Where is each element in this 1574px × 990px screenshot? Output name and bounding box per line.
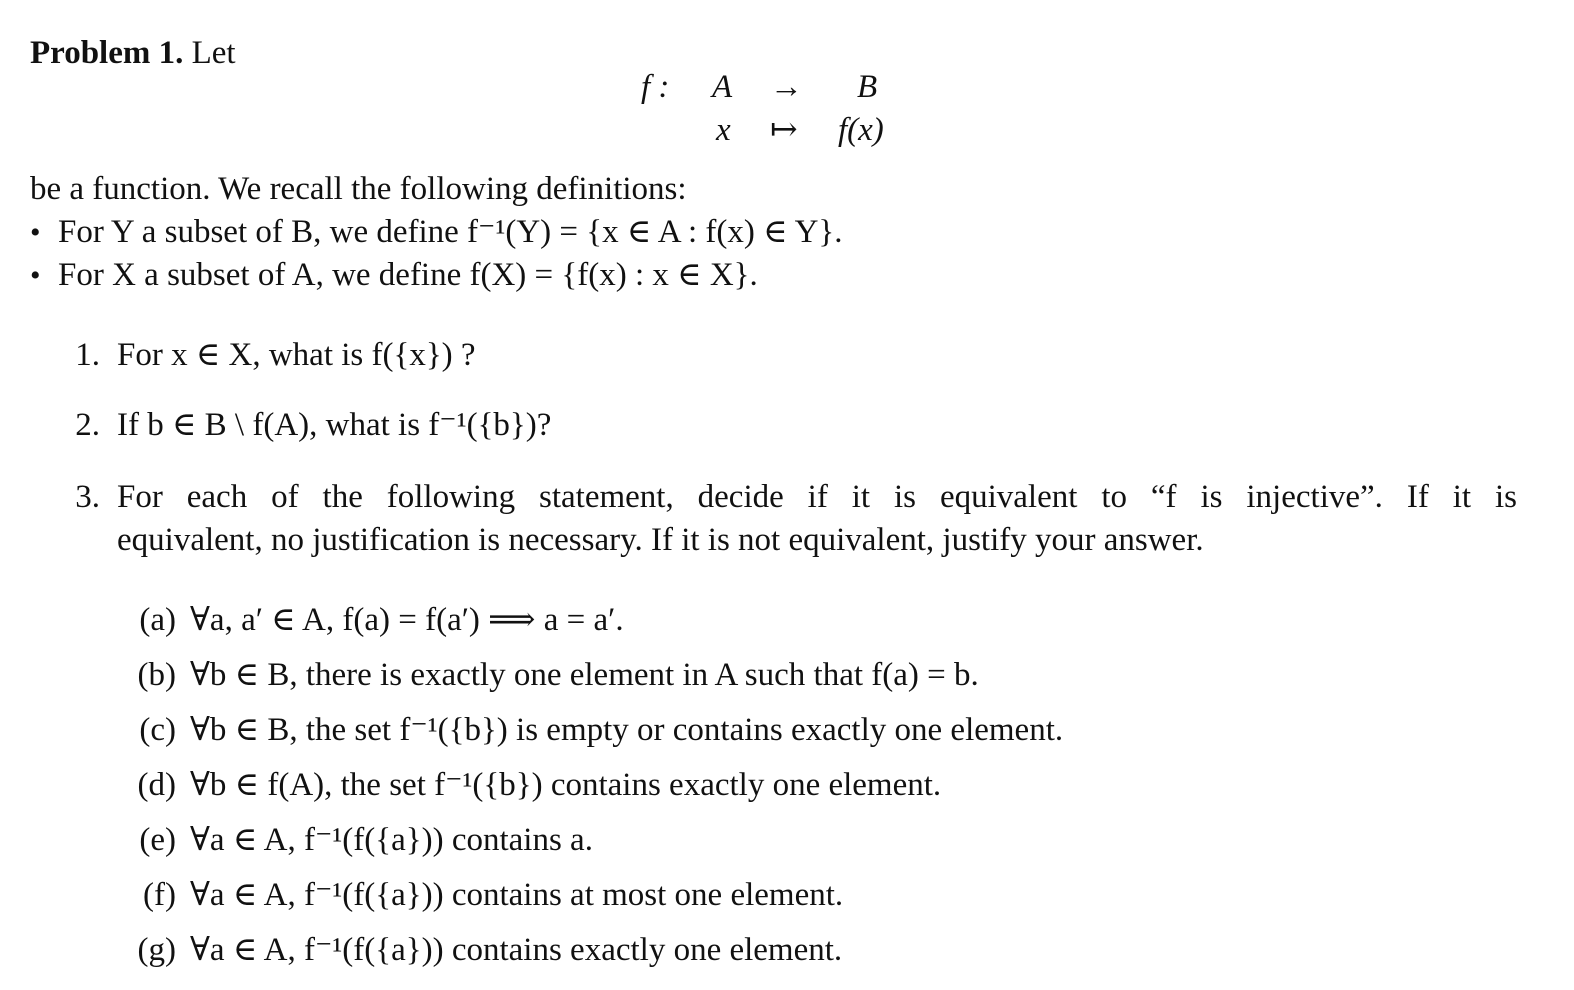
subitem-label: (e) xyxy=(139,822,176,858)
subitem-text: ∀b ∈ B, the set f⁻¹({b}) is empty or contains exactly one element. xyxy=(190,712,1064,748)
problem-intro-word: Let xyxy=(191,35,236,71)
subitem-text: ∀a ∈ A, f⁻¹(f({a})) contains a. xyxy=(190,822,593,858)
bullet-icon: • xyxy=(30,216,41,249)
bullet-icon: • xyxy=(30,259,41,292)
subitem-text: ∀a ∈ A, f⁻¹(f({a})) contains at most one element. xyxy=(190,877,844,913)
subitem-label: (f) xyxy=(143,877,176,913)
problem-label: Problem 1. xyxy=(30,35,184,71)
subitem-text: ∀b ∈ f(A), the set f⁻¹({b}) contains exactly one element. xyxy=(190,767,942,803)
question-number: 1. xyxy=(75,337,100,373)
intro-text: be a function. We recall the following definitions: xyxy=(30,171,687,207)
subitem-text: ∀a ∈ A, f⁻¹(f({a})) contains exactly one element. xyxy=(190,932,843,968)
subitem-label: (c) xyxy=(139,712,176,748)
subitem-text: ∀b ∈ B, there is exactly one element in A such that f(a) = b. xyxy=(190,657,979,693)
subitem-label: (a) xyxy=(139,602,176,638)
question-text: For x ∈ X, what is f({x}) ? xyxy=(117,337,476,373)
definition-text: For Y a subset of B, we define f⁻¹(Y) = {x ∈ A : f(x) ∈ Y}. xyxy=(58,214,843,250)
function-codomain: B xyxy=(857,69,878,105)
question-text: If b ∈ B \ f(A), what is f⁻¹({b})? xyxy=(117,407,552,443)
function-name: f : xyxy=(641,69,670,105)
subitem-text: ∀a, a′ ∈ A, f(a) = f(a′) ⟹ a = a′. xyxy=(190,602,624,638)
function-image: f(x) xyxy=(838,112,884,148)
arrow-icon: → xyxy=(770,69,803,105)
problem-heading xyxy=(30,34,236,74)
subitem-label: (b) xyxy=(137,657,176,693)
question-text-line1: For each of the following statement, decide if it is equivalent to “f is injective”. If it is xyxy=(117,479,1517,515)
definition-text: For X a subset of A, we define f(X) = {f(x) : x ∈ X}. xyxy=(58,257,758,293)
question-number: 3. xyxy=(75,479,100,515)
function-domain: A xyxy=(712,69,733,105)
question-text-line2: equivalent, no justification is necessary. If it is not equivalent, justify your answer. xyxy=(117,522,1204,558)
question-number: 2. xyxy=(75,407,100,443)
function-element: x xyxy=(716,112,731,148)
subitem-label: (d) xyxy=(137,767,176,803)
subitem-label: (g) xyxy=(137,932,176,968)
mapsto-icon: ↦ xyxy=(770,112,798,148)
